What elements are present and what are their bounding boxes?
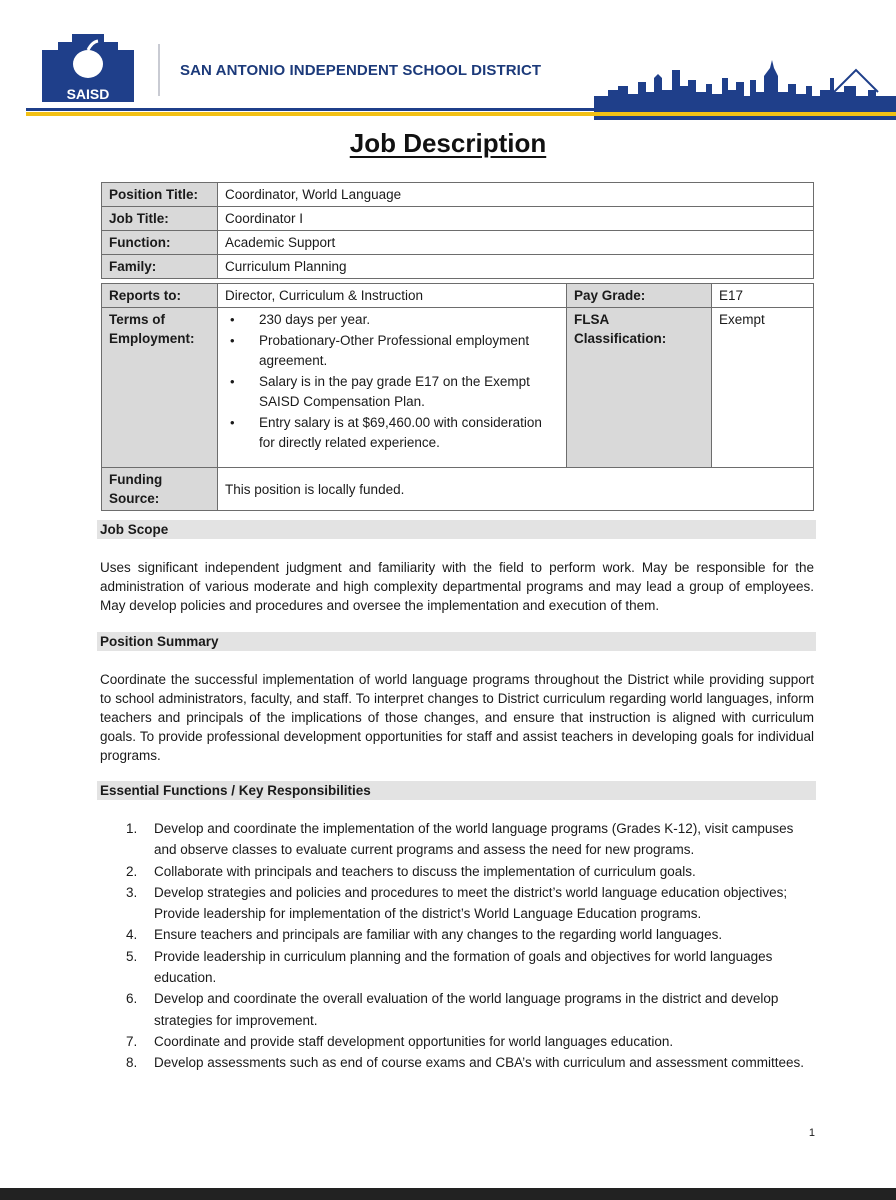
footer-bar xyxy=(0,1188,896,1200)
family-value: Curriculum Planning xyxy=(218,255,814,279)
item-number: 6. xyxy=(126,991,138,1007)
letterhead xyxy=(0,0,896,122)
item-text: Collaborate with principals and teachers to discuss the implementation of curriculum goals. xyxy=(154,863,696,879)
table-row xyxy=(102,183,814,207)
terms-label: Terms of Employment: xyxy=(102,308,218,468)
header-rule-gold xyxy=(26,112,896,116)
logo-text: SAISD xyxy=(66,86,110,102)
list-item xyxy=(100,818,814,861)
item-number: 8. xyxy=(126,1055,138,1071)
item-number: 5. xyxy=(126,948,138,964)
header-divider xyxy=(158,44,160,96)
job-scope-text: Uses significant independent judgment and familiarity with the field to perform work. May be responsible for the administration of various moderate and high complexity departmental programs and may lead a group of employees. May develop policies and procedures and oversee the implementation and execution of them. xyxy=(100,560,814,613)
position-summary-text: Coordinate the successful implementation of world language programs throughout the District while providing support to school administrators, faculty, and staff. To interpret changes to District curriculum regarding world languages, inform teachers and principals of the implications of those changes, and ensure that instruction is aligned with curriculum goals. To provide professional development opportunities for staff and assist teachers in developing goals for individual programs. xyxy=(100,672,814,763)
item-text: Develop and coordinate the overall evaluation of the world language programs in the district and develop strategies for improvement. xyxy=(154,991,779,1028)
item-number: 3. xyxy=(126,884,138,900)
reports-to-value: Director, Curriculum & Instruction xyxy=(218,284,567,308)
table-row xyxy=(102,231,814,255)
responsibilities-list xyxy=(100,818,814,1074)
list-item xyxy=(100,882,814,925)
item-text: Ensure teachers and principals are familiar with any changes to the regarding world languages. xyxy=(154,927,723,943)
function-label: Function: xyxy=(102,231,218,255)
table-row xyxy=(102,308,814,468)
employment-table xyxy=(101,283,814,511)
list-item: • 230 days per year. xyxy=(251,310,559,331)
position-title-value: Coordinator, World Language xyxy=(218,183,814,207)
item-text: Provide leadership in curriculum planning and the formation of goals and objectives for world languages education. xyxy=(154,948,773,986)
table-row xyxy=(102,284,814,308)
responsibilities-heading: Essential Functions / Key Responsibilities xyxy=(97,781,816,800)
item-number: 2. xyxy=(126,863,138,879)
list-item xyxy=(100,946,814,989)
position-summary-heading: Position Summary xyxy=(97,632,816,651)
table-row xyxy=(102,255,814,279)
job-title-label: Job Title: xyxy=(102,207,218,231)
district-name: SAN ANTONIO INDEPENDENT SCHOOL DISTRICT xyxy=(180,62,542,79)
header-rule-blue xyxy=(26,108,896,111)
item-number: 1. xyxy=(126,821,138,836)
item-text: Develop assessments such as end of course exams and CBA’s with curriculum and assessment committees. xyxy=(154,1055,805,1071)
terms-value xyxy=(218,308,567,468)
item-number: 7. xyxy=(126,1033,138,1049)
funding-source-label: Funding Source: xyxy=(102,468,218,511)
terms-list xyxy=(225,310,559,454)
table-row xyxy=(102,207,814,231)
job-scope-heading: Job Scope xyxy=(97,520,816,539)
funding-source-value: This position is locally funded. xyxy=(218,468,814,511)
item-text: Develop and coordinate the implementation of the world language programs (Grades K-12), visit campuses and observe classes to evaluate current programs and assess the need for new programs. xyxy=(154,821,794,858)
flsa-label: FLSA Classification: xyxy=(567,308,712,468)
list-item xyxy=(100,1031,814,1052)
list-item xyxy=(100,1052,814,1073)
pay-grade-value: E17 xyxy=(712,284,814,308)
position-info-table xyxy=(101,182,814,279)
list-item: • Salary is in the pay grade E17 on the Exempt SAISD Compensation Plan. xyxy=(251,372,559,413)
job-title-value: Coordinator I xyxy=(218,207,814,231)
table-row xyxy=(102,468,814,511)
list-item xyxy=(100,988,814,1031)
page-title: Job Description xyxy=(349,128,547,158)
family-label: Family: xyxy=(102,255,218,279)
item-text: Coordinate and provide staff development opportunities for world languages education. xyxy=(154,1033,674,1049)
saisd-logo xyxy=(36,30,140,102)
list-item xyxy=(100,861,814,882)
pay-grade-label: Pay Grade: xyxy=(567,284,712,308)
function-value: Academic Support xyxy=(218,231,814,255)
list-item: • Probationary-Other Professional employment agreement. xyxy=(251,331,559,372)
list-item: • Entry salary is at $69,460.00 with consideration for directly related experience. xyxy=(251,413,559,454)
flsa-value: Exempt xyxy=(712,308,814,468)
page-number: 1 xyxy=(808,1127,815,1139)
list-item xyxy=(100,924,814,945)
item-text: Develop strategies and policies and procedures to meet the district’s world language education objectives; Provide leadership for implementation of the district’s World Language Education programs. xyxy=(154,884,788,922)
reports-to-label: Reports to: xyxy=(102,284,218,308)
position-title-label: Position Title: xyxy=(102,183,218,207)
item-number: 4. xyxy=(126,927,138,943)
